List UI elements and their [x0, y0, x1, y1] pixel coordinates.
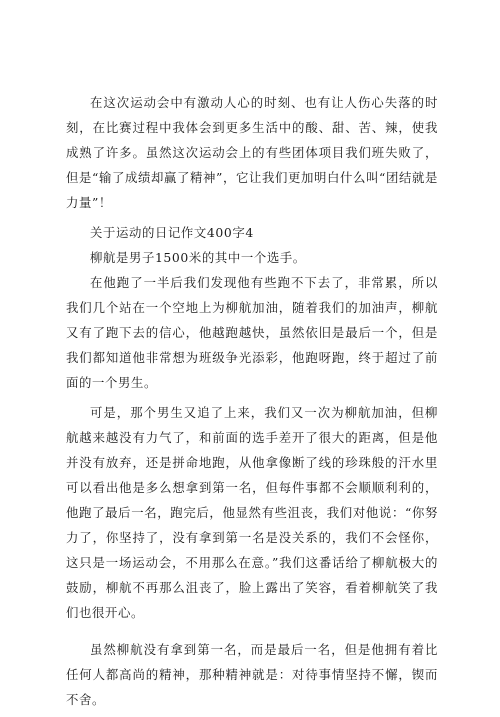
paragraph-cheering: 在他跑了一半后我们发现他有些跑不下去了，非常累，所以我们几个站在一个空地上为柳航加油，随着我们的加油声，柳航又有了跑下去的信心，他越跑越快，虽然依旧是最后一个，但是我们都知道他非常想为班级争光添彩，他跑呀跑，终于超过了前面的一个男生。 — [66, 275, 438, 390]
paragraph-conclusion: 虽然柳航没有拿到第一名，而是最后一名，但是他拥有着比任何人都高尚的精神，那种精神就是：对待事情坚持不懈，锲而不舍。 — [66, 642, 438, 707]
paragraph-sports-meet-reflection: 在这次运动会中有激动人心的时刻、也有让人伤心失落的时刻，在比赛过程中我体会到更多生活中的酸、甜、苦、辣，使我成熟了许多。虽然这次运动会上的有些团体项目我们班失败了，但是“输了成绩却赢了精神”，它让我们更加明白什么叫“团结就是力量”！ — [66, 95, 438, 210]
document-body — [66, 90, 438, 717]
essay-title: 关于运动的日记作文400字4 — [90, 225, 254, 240]
paragraph-race-finish: 可是，那个男生又追了上来，我们又一次为柳航加油，但柳航越来越没有力气了，和前面的选手差开了很大的距离，但是他并没有放弃，还是拼命地跑，从他拿像断了线的珍珠般的汗水里可以看出他是多么想拿到第一名，但每件事都不会顺顺利利的，他跑了最后一名，跑完后，他显然有些沮丧，我们对他说：“你努力了，你坚持了，没有拿到第一名是没关系的，我们不会怪你，这只是一场运动会，不用那么在意。”我们这番话给了柳航极大的鼓励，柳航不再那么沮丧了，脸上露出了笑容，看着柳航笑了我们也很开心。 — [66, 405, 438, 620]
paragraph-runner-intro: 柳航是男子1500米的其中一个选手。 — [90, 250, 306, 265]
